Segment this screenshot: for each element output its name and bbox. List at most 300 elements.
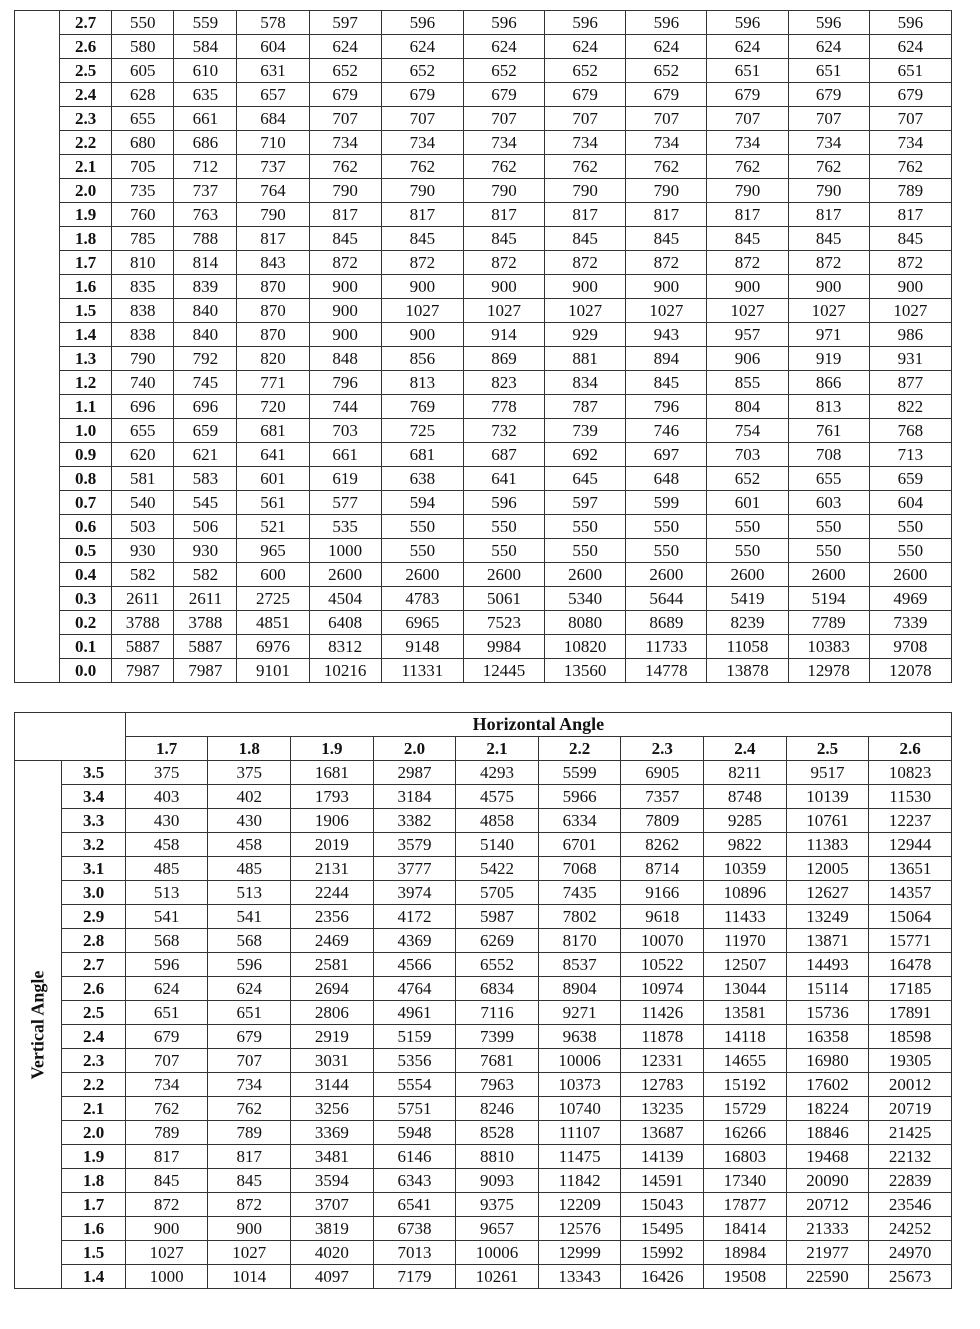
table-cell: 10383 [788,635,869,659]
vertical-angle-value: 0.2 [60,611,112,635]
table-cell: 872 [788,251,869,275]
table-cell: 734 [626,131,707,155]
table-row [15,611,952,635]
table-cell: 679 [208,1025,291,1049]
table-cell: 559 [174,11,237,35]
table-cell: 596 [788,11,869,35]
vertical-angle-value: 0.4 [60,563,112,587]
table-cell: 9285 [704,809,787,833]
table-cell: 18984 [704,1241,787,1265]
table-cell: 814 [174,251,237,275]
table-cell: 817 [237,227,309,251]
table-row [15,833,952,857]
table-cell: 762 [381,155,463,179]
table-cell: 739 [545,419,626,443]
table-cell: 732 [463,419,544,443]
table-row [15,83,952,107]
table-cell: 697 [626,443,707,467]
table-cell: 789 [869,179,951,203]
vertical-angle-value: 0.5 [60,539,112,563]
table-cell: 20090 [786,1169,869,1193]
table-cell: 568 [208,929,291,953]
table-cell: 4566 [373,953,456,977]
vertical-angle-value: 1.9 [60,203,112,227]
table-cell: 796 [309,371,381,395]
table-cell: 5194 [788,587,869,611]
table-cell: 503 [112,515,174,539]
table-cell: 4293 [456,761,539,785]
table-cell: 535 [309,515,381,539]
vertical-angle-value: 1.1 [60,395,112,419]
table-cell: 12209 [538,1193,621,1217]
table-cell: 14357 [869,881,952,905]
table-cell: 603 [788,491,869,515]
table-cell: 686 [174,131,237,155]
table-cell: 5356 [373,1049,456,1073]
table-cell: 582 [174,563,237,587]
table-cell: 712 [174,155,237,179]
table-cell: 10896 [704,881,787,905]
table-cell: 21333 [786,1217,869,1241]
vertical-angle-label: Vertical Angle [27,970,48,1079]
table-cell: 710 [237,131,309,155]
table-cell: 771 [237,371,309,395]
table-cell: 485 [125,857,208,881]
table-cell: 550 [626,515,707,539]
table-cell: 17602 [786,1073,869,1097]
table-cell: 9148 [381,635,463,659]
table-row [15,1145,952,1169]
lower-table-header [15,713,952,761]
vertical-angle-side-cell [15,761,62,1289]
table-cell: 14655 [704,1049,787,1073]
table-cell: 8262 [621,833,704,857]
table-cell: 17185 [869,977,952,1001]
table-cell: 2244 [291,881,374,905]
table-cell: 7435 [538,881,621,905]
table-cell: 578 [237,11,309,35]
table-cell: 5987 [456,905,539,929]
table-row [15,395,952,419]
table-cell: 734 [869,131,951,155]
table-cell: 804 [707,395,788,419]
table-cell: 790 [463,179,544,203]
table-cell: 900 [208,1217,291,1241]
table-cell: 13871 [786,929,869,953]
table-cell: 2725 [237,587,309,611]
table-cell: 8170 [538,929,621,953]
table-cell: 681 [381,443,463,467]
table-cell: 1027 [208,1241,291,1265]
table-cell: 839 [174,275,237,299]
table-row [15,1073,952,1097]
table-cell: 9984 [463,635,544,659]
table-row [15,371,952,395]
vertical-angle-value: 0.6 [60,515,112,539]
table-row [15,563,952,587]
table-cell: 725 [381,419,463,443]
table-cell: 5887 [174,635,237,659]
table-cell: 550 [788,515,869,539]
table-cell: 8810 [456,1145,539,1169]
table-row [15,857,952,881]
table-cell: 7339 [869,611,951,635]
table-cell: 20712 [786,1193,869,1217]
table-cell: 13687 [621,1121,704,1145]
table-cell: 652 [707,467,788,491]
table-cell: 7523 [463,611,544,635]
table-cell: 744 [309,395,381,419]
table-cell: 583 [174,467,237,491]
table-cell: 1681 [291,761,374,785]
table-cell: 14118 [704,1025,787,1049]
table-cell: 703 [707,443,788,467]
table-cell: 403 [125,785,208,809]
table-cell: 734 [463,131,544,155]
table-cell: 6343 [373,1169,456,1193]
table-cell: 761 [788,419,869,443]
table-cell: 11426 [621,1001,704,1025]
table-cell: 638 [381,467,463,491]
table-cell: 679 [309,83,381,107]
table-cell: 845 [626,227,707,251]
table-cell: 655 [112,107,174,131]
table-cell: 703 [309,419,381,443]
table-cell: 11530 [869,785,952,809]
table-cell: 10070 [621,929,704,953]
vertical-angle-value: 1.6 [60,275,112,299]
table-cell: 3707 [291,1193,374,1217]
table-cell: 7179 [373,1265,456,1289]
table-cell: 596 [463,11,544,35]
table-cell: 550 [112,11,174,35]
table-cell: 641 [237,443,309,467]
table-cell: 11331 [381,659,463,683]
table-cell: 720 [237,395,309,419]
table-cell: 21425 [869,1121,952,1145]
table-cell: 9822 [704,833,787,857]
table-cell: 9517 [786,761,869,785]
table-cell: 7963 [456,1073,539,1097]
table-cell: 692 [545,443,626,467]
table-cell: 550 [463,515,544,539]
table-cell: 5140 [456,833,539,857]
table-cell: 21977 [786,1241,869,1265]
vertical-angle-value: 2.8 [62,929,125,953]
table-cell: 872 [208,1193,291,1217]
table-cell: 506 [174,515,237,539]
table-cell: 2469 [291,929,374,953]
vertical-angle-value: 1.6 [62,1217,125,1241]
table-cell: 900 [309,323,381,347]
table-cell: 5340 [545,587,626,611]
table-cell: 12999 [538,1241,621,1265]
table-cell: 11475 [538,1145,621,1169]
table-cell: 2131 [291,857,374,881]
table-cell: 18224 [786,1097,869,1121]
table-cell: 707 [309,107,381,131]
table-cell: 10139 [786,785,869,809]
table-cell: 13581 [704,1001,787,1025]
table-cell: 906 [707,347,788,371]
table-cell: 6269 [456,929,539,953]
table-cell: 872 [463,251,544,275]
table-cell: 6701 [538,833,621,857]
table-cell: 6905 [621,761,704,785]
table-cell: 4504 [309,587,381,611]
table-cell: 652 [381,59,463,83]
table-cell: 9638 [538,1025,621,1049]
table-row [15,1265,952,1289]
table-cell: 900 [309,275,381,299]
table-cell: 648 [626,467,707,491]
table-cell: 737 [237,155,309,179]
table-cell: 4020 [291,1241,374,1265]
table-row [15,419,952,443]
vertical-angle-value: 1.7 [60,251,112,275]
table-cell: 19305 [869,1049,952,1073]
table-row [15,587,952,611]
table-cell: 513 [125,881,208,905]
table-cell: 661 [309,443,381,467]
table-cell: 12944 [869,833,952,857]
table-cell: 16478 [869,953,952,977]
table-cell: 16266 [704,1121,787,1145]
table-cell: 790 [381,179,463,203]
table-cell: 16426 [621,1265,704,1289]
table-cell: 624 [869,35,951,59]
table-cell: 604 [237,35,309,59]
table-cell: 596 [869,11,951,35]
table-cell: 9657 [456,1217,539,1241]
table-cell: 4969 [869,587,951,611]
table-cell: 2600 [463,563,544,587]
table-cell: 817 [626,203,707,227]
horizontal-angle-column-header: 2.3 [621,737,704,761]
table-cell: 4783 [381,587,463,611]
vertical-angle-value: 3.5 [62,761,125,785]
table-cell: 545 [174,491,237,515]
table-row [15,443,952,467]
table-cell: 8312 [309,635,381,659]
table-cell: 817 [788,203,869,227]
table-cell: 513 [208,881,291,905]
horizontal-angle-column-header: 1.9 [291,737,374,761]
table-cell: 14493 [786,953,869,977]
vertical-angle-value: 0.9 [60,443,112,467]
table-cell: 872 [125,1193,208,1217]
horizontal-angle-column-header: 1.8 [208,737,291,761]
table-cell: 550 [381,515,463,539]
table-cell: 11878 [621,1025,704,1049]
table-cell: 659 [174,419,237,443]
table-cell: 785 [112,227,174,251]
vertical-angle-value: 2.0 [60,179,112,203]
table-cell: 1027 [381,299,463,323]
table-row [15,467,952,491]
table-row [15,1169,952,1193]
table-cell: 919 [788,347,869,371]
table-cell: 894 [626,347,707,371]
table-cell: 652 [463,59,544,83]
table-cell: 550 [707,515,788,539]
table-cell: 645 [545,467,626,491]
table-cell: 5554 [373,1073,456,1097]
vertical-angle-value: 2.4 [60,83,112,107]
table-cell: 4172 [373,905,456,929]
table-cell: 8239 [707,611,788,635]
table-cell: 2600 [626,563,707,587]
table-cell: 4858 [456,809,539,833]
table-cell: 734 [707,131,788,155]
table-cell: 20719 [869,1097,952,1121]
table-cell: 7357 [621,785,704,809]
table-cell: 661 [174,107,237,131]
table-cell: 8080 [545,611,626,635]
table-cell: 596 [125,953,208,977]
table-cell: 789 [208,1121,291,1145]
table-cell: 2600 [707,563,788,587]
table-cell: 12331 [621,1049,704,1073]
table-cell: 652 [309,59,381,83]
table-cell: 762 [545,155,626,179]
table-cell: 10761 [786,809,869,833]
table-cell: 679 [788,83,869,107]
table-cell: 845 [309,227,381,251]
table-cell: 877 [869,371,951,395]
table-cell: 5599 [538,761,621,785]
table-cell: 8537 [538,953,621,977]
table-cell: 15736 [786,1001,869,1025]
table-cell: 696 [174,395,237,419]
table-cell: 10359 [704,857,787,881]
table-cell: 965 [237,539,309,563]
corner-cell [15,713,126,761]
vertical-angle-value: 1.8 [62,1169,125,1193]
table-cell: 679 [381,83,463,107]
table-cell: 18414 [704,1217,787,1241]
table-cell: 740 [112,371,174,395]
table-cell: 17877 [704,1193,787,1217]
table-cell: 15992 [621,1241,704,1265]
table-cell: 7013 [373,1241,456,1265]
table-cell: 1000 [125,1265,208,1289]
table-cell: 696 [112,395,174,419]
table-cell: 596 [381,11,463,35]
table-cell: 13878 [707,659,788,683]
table-cell: 734 [125,1073,208,1097]
vertical-angle-value: 1.9 [62,1145,125,1169]
table-cell: 900 [125,1217,208,1241]
table-row [15,1097,952,1121]
table-cell: 8714 [621,857,704,881]
table-cell: 2600 [788,563,869,587]
table-cell: 1906 [291,809,374,833]
table-cell: 10373 [538,1073,621,1097]
table-cell: 3256 [291,1097,374,1121]
table-cell: 845 [208,1169,291,1193]
table-cell: 23546 [869,1193,952,1217]
table-cell: 790 [545,179,626,203]
table-cell: 845 [463,227,544,251]
table-cell: 3382 [373,809,456,833]
table-cell: 597 [309,11,381,35]
table-cell: 594 [381,491,463,515]
table-cell: 17340 [704,1169,787,1193]
table-cell: 541 [208,905,291,929]
table-cell: 900 [707,275,788,299]
table-cell: 848 [309,347,381,371]
table-cell: 817 [125,1145,208,1169]
table-row [15,905,952,929]
table-cell: 651 [707,59,788,83]
table-row [15,347,952,371]
table-cell: 11433 [704,905,787,929]
lower-table-body [15,761,952,1289]
header-columns-row [15,737,952,761]
table-cell: 707 [545,107,626,131]
table-cell: 845 [545,227,626,251]
table-cell: 624 [463,35,544,59]
table-row [15,323,952,347]
table-cell: 3031 [291,1049,374,1073]
table-cell: 15114 [786,977,869,1001]
angle-table-lower [14,712,952,1289]
table-cell: 5159 [373,1025,456,1049]
table-cell: 817 [208,1145,291,1169]
table-row [15,1121,952,1145]
table-cell: 10006 [538,1049,621,1073]
table-cell: 840 [174,299,237,323]
vertical-angle-value: 2.5 [60,59,112,83]
vertical-angle-value: 2.0 [62,1121,125,1145]
table-cell: 601 [237,467,309,491]
table-cell: 521 [237,515,309,539]
table-cell: 790 [112,347,174,371]
table-cell: 813 [788,395,869,419]
table-cell: 624 [545,35,626,59]
table-cell: 679 [869,83,951,107]
table-cell: 624 [626,35,707,59]
table-cell: 15192 [704,1073,787,1097]
table-cell: 929 [545,323,626,347]
table-cell: 597 [545,491,626,515]
table-cell: 430 [125,809,208,833]
table-cell: 580 [112,35,174,59]
table-cell: 5948 [373,1121,456,1145]
table-cell: 1000 [309,539,381,563]
table-cell: 881 [545,347,626,371]
table-cell: 3788 [174,611,237,635]
horizontal-angle-column-header: 1.7 [125,737,208,761]
vertical-angle-value: 2.4 [62,1025,125,1049]
table-cell: 655 [788,467,869,491]
table-cell: 820 [237,347,309,371]
table-cell: 596 [626,11,707,35]
table-cell: 8246 [456,1097,539,1121]
table-cell: 3144 [291,1073,374,1097]
table-cell: 540 [112,491,174,515]
table-cell: 600 [237,563,309,587]
table-cell: 19508 [704,1265,787,1289]
vertical-angle-value: 2.3 [60,107,112,131]
table-cell: 8528 [456,1121,539,1145]
table-cell: 6976 [237,635,309,659]
table-cell: 14778 [626,659,707,683]
table-cell: 12445 [463,659,544,683]
table-cell: 9166 [621,881,704,905]
table-cell: 620 [112,443,174,467]
